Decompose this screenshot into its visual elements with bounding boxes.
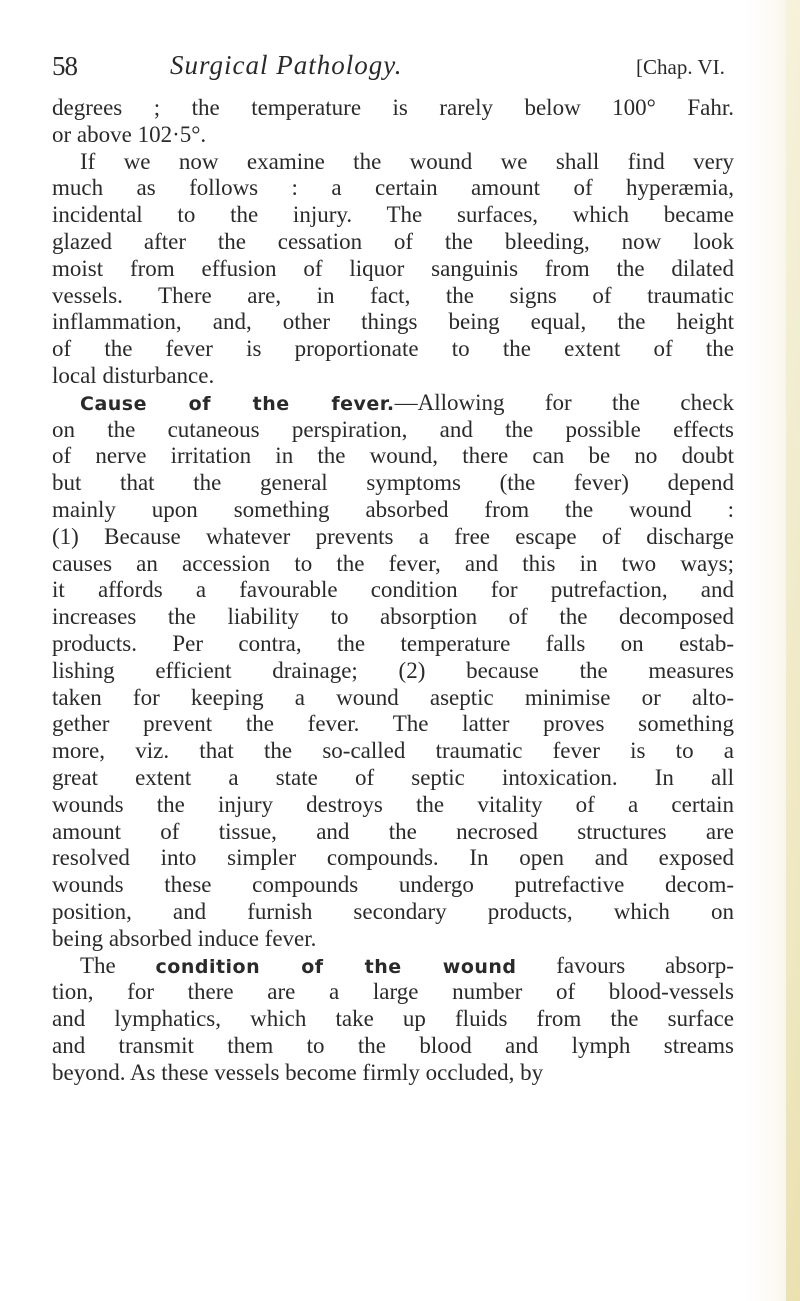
section-sidehead: Cause of the fever. [80,392,395,415]
text-segment: local disturbance. [52,362,215,388]
text-segment: products. Per contra, the temperature falls on estab- [52,630,734,656]
text-segment: and transmit them to the blood and lymph streams [52,1032,734,1058]
page-edge-discoloration [786,0,800,1301]
text-line [52,819,734,846]
text-segment: more, viz. that the so-called traumatic fever is to a [52,738,734,764]
text-segment: mainly upon something absorbed from the wound : [52,496,734,522]
text-segment: (1) Because whatever prevents a free escape of discharge [52,523,734,549]
text-line [52,738,734,765]
text-line [52,845,734,872]
text-line [52,309,734,336]
text-segment: causes an accession to the fever, and this in two ways; [52,550,734,576]
text-segment: glazed after the cessation of the bleeding, now look [52,228,734,254]
text-segment: of nerve irritation in the wound, there can be no doubt [52,443,734,469]
text-segment: If we now examine the wound we shall find very [80,148,734,174]
text-segment: position, and furnish secondary products, which on [52,898,734,924]
text-segment: it affords a favourable condition for putrefaction, and [52,577,734,603]
text-line [52,202,734,229]
text-segment: taken for keeping a wound aseptic minimise or alto- [52,684,734,710]
text-segment: wounds these compounds undergo putrefactive decom- [52,872,734,898]
text-line [52,417,734,444]
text-segment: lishing efficient drainage; (2) because the measures [52,657,734,683]
text-line [52,443,734,470]
text-segment: great extent a state of septic intoxication. In all [52,764,734,790]
page-header [52,45,732,85]
text-line [52,953,734,980]
text-line [52,390,734,417]
text-line [52,149,734,176]
text-segment: being absorbed induce fever. [52,925,317,951]
text-segment: The [80,952,156,978]
text-line [52,577,734,604]
text-segment: wounds the injury destroys the vitality of a certain [52,791,734,817]
paragraph [52,390,734,953]
text-line [52,95,734,122]
text-segment: much as follows : a certain amount of hyperæmia, [52,175,734,201]
text-segment: beyond. As these vessels become firmly occluded, by [52,1059,544,1085]
text-segment: —Allowing for the check [394,389,735,415]
paragraph [52,149,734,390]
text-line [52,1060,734,1087]
text-segment: and lymphatics, which take up fluids from the surface [52,1006,734,1032]
text-segment: favours absorp- [516,952,734,978]
text-segment: tion, for there are a large number of blood-vessels [52,979,734,1005]
text-segment: gether prevent the fever. The latter proves something [52,711,734,737]
text-line [52,256,734,283]
text-line [52,792,734,819]
text-segment: amount of tissue, and the necrosed structures are [52,818,734,844]
text-line [52,658,734,685]
text-line [52,229,734,256]
text-segment: moist from effusion of liquor sanguinis from the dilated [52,255,734,281]
body-text [52,95,734,1086]
text-line [52,604,734,631]
text-segment: incidental to the injury. The surfaces, which became [52,202,734,228]
text-line [52,711,734,738]
text-line [52,283,734,310]
text-segment: vessels. There are, in fact, the signs of traumatic [52,282,734,308]
text-line [52,872,734,899]
text-line [52,497,734,524]
text-line [52,765,734,792]
text-line [52,524,734,551]
text-segment: degrees ; the temperature is rarely below 100° Fahr. [52,95,734,120]
text-line [52,551,734,578]
text-line [52,336,734,363]
page-number: 58 [52,51,77,81]
text-segment: on the cutaneous perspiration, and the possible effects [52,416,734,442]
text-line [52,470,734,497]
text-line [52,1006,734,1033]
text-segment: but that the general symptoms (the fever) depend [52,470,734,496]
chapter-label: [Chap. VI. [636,55,725,79]
text-line [52,175,734,202]
text-segment: or above 102·5°. [52,121,207,147]
text-line [52,631,734,658]
text-line [52,926,734,953]
text-line [52,363,734,390]
section-sidehead: condition of the wound [155,955,517,978]
text-segment: increases the liability to absorption of the decomposed [52,604,734,630]
text-line [52,122,734,149]
paragraph [52,95,734,149]
text-segment: inflammation, and, other things being equal, the height [52,309,734,335]
paragraph [52,953,734,1087]
running-title: Surgical Pathology. [170,50,403,80]
text-segment: of the fever is proportionate to the extent of the [52,336,734,362]
text-line [52,1033,734,1060]
text-line [52,899,734,926]
text-segment: resolved into simpler compounds. In open and exposed [52,845,734,871]
text-line [52,685,734,712]
text-line [52,979,734,1006]
